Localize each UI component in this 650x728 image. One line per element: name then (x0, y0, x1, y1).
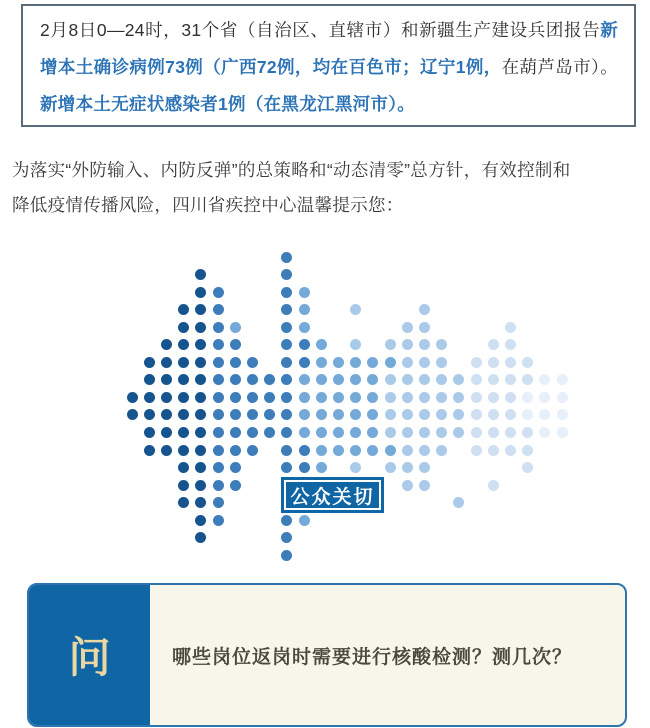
dot (505, 427, 516, 438)
dot (281, 392, 292, 403)
dot (557, 409, 568, 420)
dot (333, 357, 344, 368)
dot (299, 374, 310, 385)
dot (195, 427, 206, 438)
dot (195, 515, 206, 526)
dot (471, 357, 482, 368)
dot (402, 480, 413, 491)
notice-text-segment: 在葫芦岛市）。 (501, 57, 618, 77)
dot (316, 409, 327, 420)
dot (230, 462, 241, 473)
dot (419, 392, 430, 403)
dot (488, 392, 499, 403)
dot (402, 339, 413, 350)
dot (178, 339, 189, 350)
dot (385, 392, 396, 403)
question-marker (29, 585, 150, 725)
dot (350, 427, 361, 438)
dot (522, 374, 533, 385)
dot (402, 322, 413, 333)
dot (247, 427, 258, 438)
dot (385, 409, 396, 420)
question-marker-label: 问 (68, 634, 111, 681)
dot (402, 374, 413, 385)
dot (316, 357, 327, 368)
dot (488, 409, 499, 420)
dot (488, 480, 499, 491)
dot (281, 515, 292, 526)
dot (299, 339, 310, 350)
dot (178, 374, 189, 385)
dot (144, 374, 155, 385)
dot (453, 409, 464, 420)
dot (281, 269, 292, 280)
dot (178, 392, 189, 403)
dot (505, 409, 516, 420)
dot (436, 392, 447, 403)
dot (385, 445, 396, 456)
dot (453, 392, 464, 403)
dot (436, 409, 447, 420)
dot (488, 357, 499, 368)
dot (471, 445, 482, 456)
dot (281, 287, 292, 298)
dot (281, 462, 292, 473)
dot (195, 374, 206, 385)
dot (247, 445, 258, 456)
dot (213, 392, 224, 403)
dot (299, 357, 310, 368)
dot (419, 480, 430, 491)
dot (213, 374, 224, 385)
dot (488, 339, 499, 350)
dot (385, 357, 396, 368)
dot (316, 462, 327, 473)
dot (178, 322, 189, 333)
dot (419, 374, 430, 385)
dot (247, 409, 258, 420)
dot (402, 357, 413, 368)
dot (195, 357, 206, 368)
dot (230, 357, 241, 368)
dot (281, 339, 292, 350)
dot (281, 357, 292, 368)
dot (161, 427, 172, 438)
dot (299, 409, 310, 420)
dot (195, 322, 206, 333)
dot (419, 445, 430, 456)
notice-text (40, 12, 618, 123)
public-concern-badge (281, 477, 384, 513)
dot (299, 515, 310, 526)
dot (195, 304, 206, 315)
dot (230, 392, 241, 403)
dot (333, 392, 344, 403)
dot (144, 409, 155, 420)
dot (144, 392, 155, 403)
dot (539, 392, 550, 403)
dot (350, 304, 361, 315)
dot (522, 357, 533, 368)
dot (350, 445, 361, 456)
dot (178, 409, 189, 420)
dot (281, 427, 292, 438)
dot (471, 427, 482, 438)
dot (419, 427, 430, 438)
dot (539, 409, 550, 420)
dot (161, 339, 172, 350)
dot (195, 409, 206, 420)
dot (419, 409, 430, 420)
dot (281, 252, 292, 263)
dot (281, 409, 292, 420)
dot (522, 462, 533, 473)
dot (161, 357, 172, 368)
dot (436, 357, 447, 368)
dot (316, 392, 327, 403)
dot (213, 515, 224, 526)
question-banner (27, 583, 627, 727)
dot (299, 445, 310, 456)
dot (213, 304, 224, 315)
dot (178, 427, 189, 438)
dot (367, 409, 378, 420)
dot (213, 322, 224, 333)
dot (195, 445, 206, 456)
dot (419, 339, 430, 350)
dot (213, 409, 224, 420)
dot (539, 374, 550, 385)
dot (178, 462, 189, 473)
dot (195, 462, 206, 473)
dot (299, 427, 310, 438)
dot (333, 409, 344, 420)
dot (522, 409, 533, 420)
dot (453, 427, 464, 438)
dot (178, 304, 189, 315)
dot (230, 409, 241, 420)
dot (436, 374, 447, 385)
dot (213, 462, 224, 473)
intro-line: 为落实“外防输入、内防反弹”的总策略和“动态清零”总方针，有效控制和 (12, 160, 571, 180)
dot (213, 427, 224, 438)
dot (213, 339, 224, 350)
dot (195, 532, 206, 543)
dot (247, 357, 258, 368)
dot (213, 445, 224, 456)
dot (195, 339, 206, 350)
dot (350, 392, 361, 403)
dot (195, 392, 206, 403)
dot (367, 374, 378, 385)
dot (471, 374, 482, 385)
dot (230, 445, 241, 456)
dot (264, 409, 275, 420)
dot (367, 445, 378, 456)
dot (436, 427, 447, 438)
dot (299, 392, 310, 403)
dot (144, 427, 155, 438)
dot (488, 427, 499, 438)
notice-text-segment: 2月8日0—24时，31个省（自治区、直辖市）和新疆生产建设兵团报告 (40, 20, 601, 40)
dot (402, 445, 413, 456)
dot (247, 392, 258, 403)
dot (505, 374, 516, 385)
dot (281, 374, 292, 385)
dot (281, 322, 292, 333)
dot (522, 392, 533, 403)
dot (402, 392, 413, 403)
dot (453, 497, 464, 508)
dot (213, 497, 224, 508)
dot (213, 480, 224, 491)
dot (505, 445, 516, 456)
dot (316, 374, 327, 385)
dot (557, 374, 568, 385)
dot (264, 427, 275, 438)
dot (178, 445, 189, 456)
dot (350, 339, 361, 350)
dot (195, 480, 206, 491)
badge-label: 公众关切 (284, 480, 381, 510)
dot (367, 392, 378, 403)
dot (367, 427, 378, 438)
dot (333, 427, 344, 438)
dot (522, 445, 533, 456)
dot (505, 392, 516, 403)
dot (299, 304, 310, 315)
dot (488, 445, 499, 456)
dot (247, 374, 258, 385)
dot (230, 480, 241, 491)
dot (419, 357, 430, 368)
dot (195, 497, 206, 508)
dot (264, 374, 275, 385)
dot (230, 427, 241, 438)
dot (402, 427, 413, 438)
dot (505, 322, 516, 333)
dot (230, 339, 241, 350)
notice-text-segment: 新增本土确诊病例73例（广西72例，均在百色市；辽宁1例， (40, 20, 618, 77)
dot (144, 357, 155, 368)
dot (350, 462, 361, 473)
dot (178, 480, 189, 491)
dot (195, 287, 206, 298)
dot (402, 462, 413, 473)
dot (281, 532, 292, 543)
dot (436, 445, 447, 456)
dot (350, 374, 361, 385)
intro-paragraph (12, 153, 648, 223)
dot (453, 374, 464, 385)
dot (505, 339, 516, 350)
dot (419, 322, 430, 333)
dot (385, 374, 396, 385)
dot (419, 304, 430, 315)
dot (505, 357, 516, 368)
dot (522, 427, 533, 438)
notice-box (21, 4, 636, 127)
dot (213, 287, 224, 298)
dot (316, 339, 327, 350)
dot (488, 374, 499, 385)
dot (367, 357, 378, 368)
question-text: 哪些岗位返岗时需要进行核酸检测？测几次？ (172, 646, 573, 668)
dot (539, 427, 550, 438)
dot (230, 322, 241, 333)
dot (144, 445, 155, 456)
dot (161, 409, 172, 420)
dot (213, 357, 224, 368)
dot (281, 445, 292, 456)
dot (557, 392, 568, 403)
dot (316, 445, 327, 456)
question-text-wrap (150, 585, 625, 725)
dot (557, 427, 568, 438)
dot (161, 445, 172, 456)
intro-line: 降低疫情传播风险，四川省疾控中心温馨提示您： (12, 195, 404, 215)
dot (350, 409, 361, 420)
dot (161, 374, 172, 385)
dot (299, 322, 310, 333)
dot (385, 427, 396, 438)
dot (333, 374, 344, 385)
dot (471, 392, 482, 403)
dot (127, 392, 138, 403)
dot (264, 392, 275, 403)
dot (195, 269, 206, 280)
dot (471, 409, 482, 420)
dot (419, 462, 430, 473)
dot (333, 445, 344, 456)
dot (178, 357, 189, 368)
dot (350, 357, 361, 368)
dot (161, 392, 172, 403)
dot (178, 497, 189, 508)
dot (299, 287, 310, 298)
dot (281, 550, 292, 561)
dot (436, 339, 447, 350)
dot (316, 427, 327, 438)
dot (281, 304, 292, 315)
dot (127, 409, 138, 420)
dot (230, 374, 241, 385)
dot (385, 462, 396, 473)
notice-text-segment: 新增本土无症状感染者1例（在黑龙江黑河市）。 (40, 94, 416, 114)
dot (385, 339, 396, 350)
dot (402, 409, 413, 420)
dot (299, 462, 310, 473)
